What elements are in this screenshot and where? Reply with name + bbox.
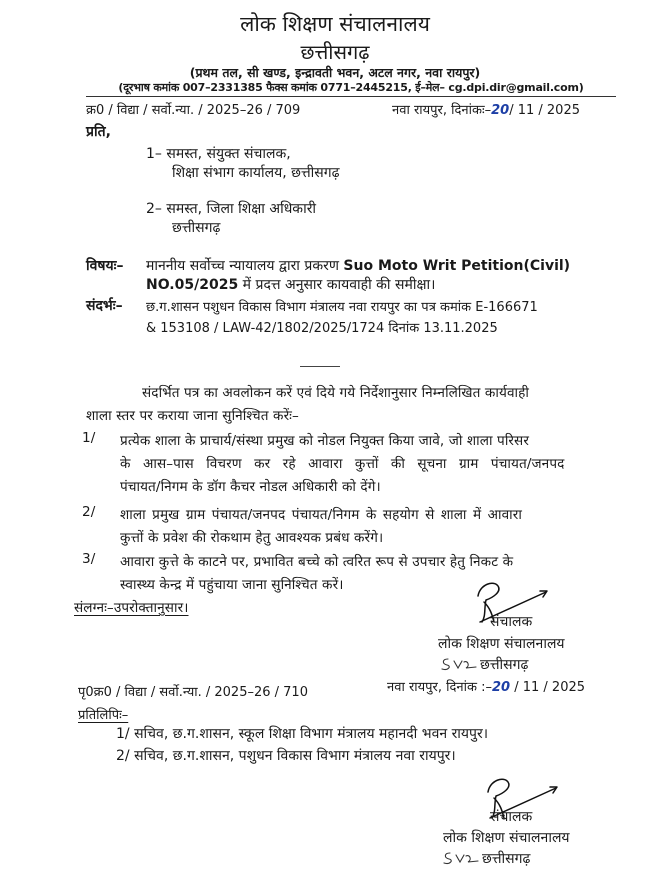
copy-item-2: 2/ सचिव, छ.ग.शासन, पशुधन विकास विभाग मंत्रालय नवा रायपुर।	[116, 748, 456, 764]
subject-hindi: माननीय सर्वोच्च न्यायालय द्वारा प्रकरण	[146, 258, 339, 274]
office-name-heading: लोक शिक्षण संचालनालय	[240, 12, 430, 36]
header-divider	[86, 96, 616, 97]
copy-label: प्रतिलिपिः–	[78, 708, 129, 723]
subject-line-2	[146, 275, 435, 294]
signatory-office: लोक शिक्षण संचालनालय	[443, 830, 570, 846]
point-1-line-3: पंचायत/निगम के डॉग कैचर नोडल अधिकारी को देंगे।	[120, 479, 381, 495]
subject-case-number: NO.05/2025	[146, 277, 239, 293]
initials-mark-1	[440, 656, 478, 672]
reference-line-1: छ.ग.शासन पशुधन विकास विभाग मंत्रालय नवा रायपुर का पत्र कमांक E-166671	[146, 300, 538, 315]
signatory-state: छत्तीसगढ़	[482, 851, 531, 867]
recipient-number: 1–	[146, 146, 162, 162]
recipient-2-line2: छत्तीसगढ़	[172, 220, 221, 236]
handwritten-date-day: 20	[491, 103, 510, 118]
point-2-line-2: कुत्तों के प्रवेश की रोकथाम हेतु आवश्यक प्रबंध करेंगे।	[120, 530, 384, 546]
subject-hindi-cont: में प्रदत्त अनुसार कायवाही की समीक्षा।	[242, 277, 436, 293]
point-1-line-2: के आस–पास विचरण कर रहे आवारा कुत्तों की सूचना ग्राम पंचायत/जनपद	[120, 456, 565, 472]
office-contact: (दूरभाष कमांक 007–2331385 फैक्स कमांक 0771–2445215, ई–मेल– cg.dpi.dir@gmail.com)	[118, 81, 584, 94]
section-separator	[300, 366, 340, 367]
point-3-line-2: स्वास्थ्य केन्द्र में पहुंचाया जाना सुनिश्चित करें।	[120, 577, 344, 593]
initials-mark-2	[442, 850, 480, 866]
point-3-number: 3/	[82, 551, 96, 567]
recipient-1	[146, 144, 291, 163]
signatory-state: छत्तीसगढ़	[480, 657, 529, 673]
subject-english: Suo Moto Writ Petition(Civil)	[343, 258, 571, 274]
point-1-line-1: प्रत्येक शाला के प्राचार्य/संस्था प्रमुख को नोडल नियुक्त किया जावे, जो शाला परिसर	[120, 433, 529, 449]
to-label: प्रति,	[86, 124, 111, 140]
copy-date	[387, 677, 585, 695]
date-rest: / 11 / 2025	[514, 680, 586, 695]
recipient-number: 2–	[146, 201, 162, 217]
recipient-1-line2: शिक्षा संभाग कार्यालय, छत्तीसगढ़	[172, 165, 340, 181]
date-prefix: नवा रायपुर, दिनांक :–	[387, 680, 492, 695]
copy-reference-number: पृ0क्र0 / विद्या / सर्वो.न्या. / 2025–26 / 710	[78, 685, 308, 700]
signatory-office: लोक शिक्षण संचालनालय	[438, 636, 565, 652]
signatory-designation: संचालक	[490, 809, 533, 825]
date-prefix: नवा रायपुर, दिनांकः–	[392, 103, 492, 118]
recipient-line: समस्त, संयुक्त संचालक,	[166, 146, 291, 162]
letter-date	[392, 100, 580, 118]
reference-line-2: & 153108 / LAW-42/1802/2025/1724 दिनांक 13.11.2025	[146, 321, 498, 336]
point-2-number: 2/	[82, 504, 96, 520]
handwritten-date-day: 20	[491, 680, 511, 695]
signatory-designation: संचालक	[490, 614, 533, 630]
point-3-line-1: आवारा कुत्ते के काटने पर, प्रभावित बच्चे को त्वरित रूप से उपचार हेतु निकट के	[120, 554, 514, 570]
subject-line-1	[146, 256, 570, 275]
point-1-number: 1/	[82, 430, 96, 446]
subject-label: विषयः–	[86, 258, 124, 274]
recipient-line: समस्त, जिला शिक्षा अधिकारी	[166, 201, 317, 217]
intro-line-1: संदर्भित पत्र का अवलोकन करें एवं दिये गये निर्देशानुसार निम्नलिखित कार्यवाही	[142, 385, 529, 401]
letter-reference-number: क्र0 / विद्या / सर्वो.न्या. / 2025–26 / 709	[86, 103, 301, 118]
recipient-2	[146, 199, 316, 218]
state-heading: छत्तीसगढ़	[300, 40, 370, 64]
office-address: (प्रथम तल, सी खण्ड, इन्द्रावती भवन, अटल नगर, नवा रायपुर)	[189, 65, 481, 80]
reference-label: संदर्भः–	[86, 298, 123, 314]
date-rest: / 11 / 2025	[509, 103, 580, 118]
copy-item-1: 1/ सचिव, छ.ग.शासन, स्कूल शिक्षा विभाग मंत्रालय महानदी भवन रायपुर।	[116, 726, 489, 742]
point-2-line-1: शाला प्रमुख ग्राम पंचायत/जनपद पंचायत/निगम के सहयोग से शाला में आवारा	[120, 507, 522, 523]
intro-line-2: शाला स्तर पर कराया जाना सुनिश्चित करेंः–	[86, 408, 299, 424]
enclosure-note: संलग्नः–उपरोक्तानुसार।	[74, 600, 189, 616]
